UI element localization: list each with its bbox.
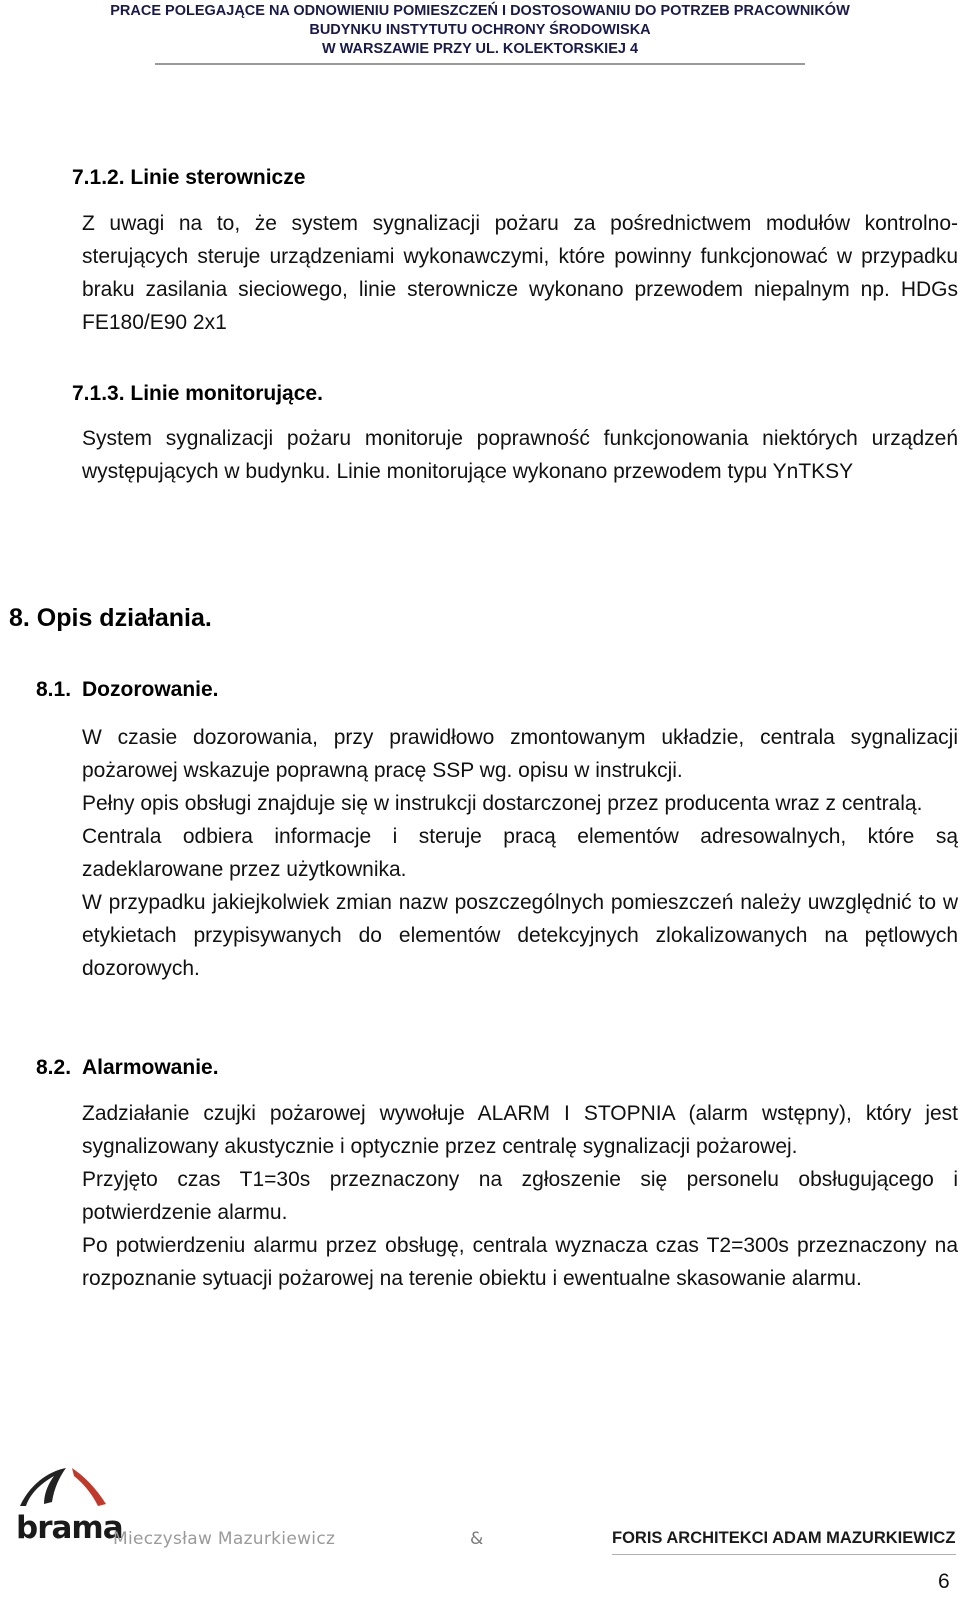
- section-number: 8.1.: [36, 678, 72, 701]
- footer-ampersand: &: [470, 1529, 484, 1549]
- paragraph: Z uwagi na to, że system sygnalizacji pożaru za pośrednictwem modułów kontrolno-sterujących steruje urządzeniami wykonawczymi, które powinny funkcjonować w przypadku braku zasilania sieciowego, linie sterownicze wykonano przewodem niepalnym np. HDGs FE180/E90 2x1: [82, 212, 958, 334]
- section-title: Dozorowanie.: [82, 678, 219, 701]
- section-number: 8.2.: [36, 1056, 72, 1079]
- footer-author-name: Mieczysław Mazurkiewicz: [113, 1529, 336, 1549]
- svg-text:brama: brama: [16, 1510, 123, 1546]
- paragraph: Centrala odbiera informacje i steruje pracą elementów adresowalnych, które są zadeklarowane przez użytkownika.: [82, 825, 958, 881]
- paragraph: Przyjęto czas T1=30s przeznaczony na zgłoszenie się personelu obsługującego i potwierdzenie alarmu.: [82, 1168, 958, 1224]
- section-8-1-body: [82, 721, 958, 985]
- paragraph: Pełny opis obsługi znajduje się w instrukcji dostarczonej przez producenta wraz z centralą.: [82, 792, 923, 815]
- section-8-2-body: [82, 1097, 958, 1295]
- footer-rule: [612, 1554, 956, 1555]
- header-rule: [155, 63, 805, 65]
- paragraph: System sygnalizacji pożaru monitoruje poprawność funkcjonowania niektórych urządzeń występujących w budynku. Linie monitorujące wykonano przewodem typu YnTKSY: [82, 427, 958, 483]
- paragraph: Po potwierdzeniu alarmu przez obsługę, centrala wyznacza czas T2=300s przeznaczony na rozpoznanie sytuacji pożarowej na terenie obiektu i ewentualne skasowanie alarmu.: [82, 1234, 958, 1290]
- header-line-1: PRACE POLEGAJĄCE NA ODNOWIENIU POMIESZCZEŃ I DOSTOSOWANIU DO POTRZEB PRACOWNIKÓW: [110, 3, 850, 19]
- page-number: 6: [938, 1570, 950, 1593]
- header-line-3: W WARSZAWIE PRZY UL. KOLEKTORSKIEJ 4: [321, 41, 639, 57]
- section-7-1-2-heading: 7.1.2. Linie sterownicze: [72, 166, 306, 189]
- paragraph: W przypadku jakiejkolwiek zmian nazw poszczególnych pomieszczeń należy uwzględnić to w etykietach przypisywanych do elementów detekcyjnych zlokalizowanych na pętlowych dozorowych.: [82, 891, 958, 980]
- section-8-2-heading: [36, 1055, 219, 1081]
- section-7-1-3-heading: 7.1.3. Linie monitorujące.: [72, 382, 323, 405]
- section-8-heading: 8. Opis działania.: [9, 604, 212, 632]
- footer-company-name: FORIS ARCHITEKCI ADAM MAZURKIEWICZ: [612, 1529, 956, 1547]
- header-line-2: BUDYNKU INSTYTUTU OCHRONY ŚRODOWISKA: [309, 22, 651, 38]
- brama-logo-icon: [14, 1466, 123, 1546]
- section-7-1-2-body: [82, 207, 958, 339]
- paragraph: Zadziałanie czujki pożarowej wywołuje ALARM I STOPNIA (alarm wstępny), który jest sygnalizowany akustycznie i optycznie przez centralę sygnalizacji pożarowej.: [82, 1102, 958, 1158]
- section-8-1-heading: [36, 677, 219, 703]
- section-title: Alarmowanie.: [82, 1056, 219, 1079]
- paragraph: W czasie dozorowania, przy prawidłowo zmontowanym układzie, centrala sygnalizacji pożarowej wskazuje poprawną pracę SSP wg. opisu w instrukcji.: [82, 726, 958, 782]
- section-7-1-3-body: [82, 422, 958, 488]
- document-header: [0, 2, 960, 65]
